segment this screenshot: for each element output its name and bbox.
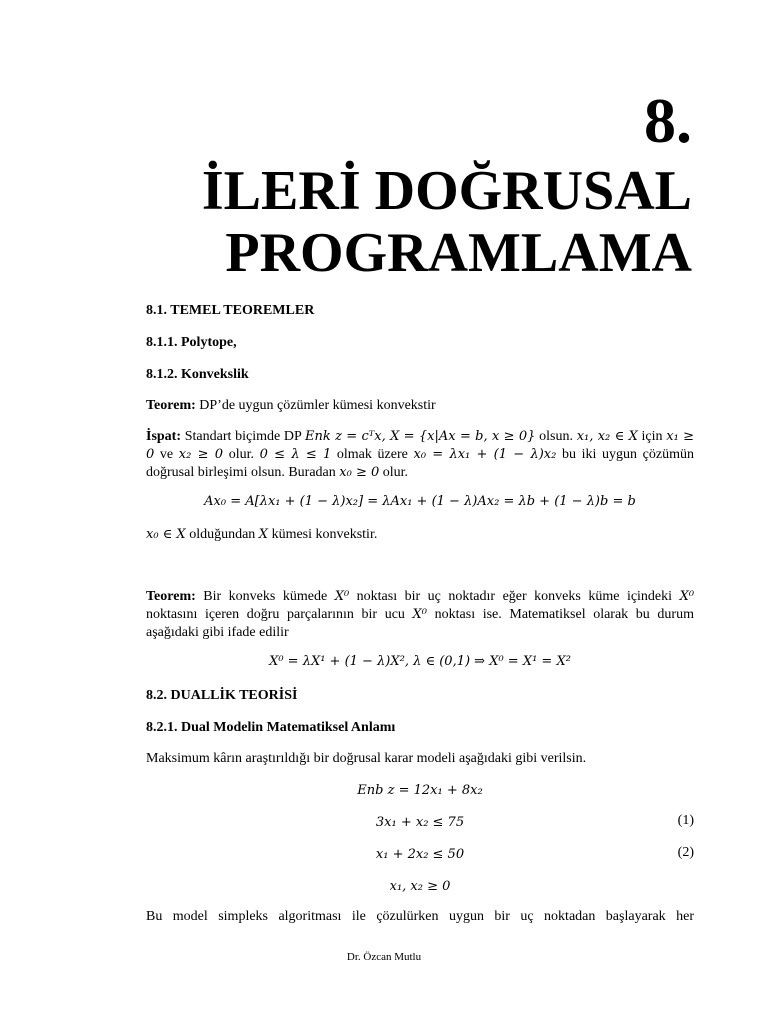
proof-paragraph <box>146 428 694 482</box>
proof-math: Enk z = cᵀx, X = {x|Ax = b, x ≥ 0} <box>305 429 536 444</box>
proof-text: olur. <box>382 465 409 480</box>
theorem-2-equation <box>146 654 694 670</box>
proof-conclusion <box>146 526 694 544</box>
proof-text: olmak üzere <box>336 447 408 462</box>
theorem-2 <box>146 588 694 642</box>
conclusion-math: x₀ ∈ X <box>146 527 186 542</box>
theorem-2-text: noktası bir uç noktadır eğer konveks küme içindeki <box>356 589 673 604</box>
section-heading-8-2: 8.2. DUALLİK TEORİSİ <box>146 688 298 703</box>
theorem-1 <box>146 397 694 415</box>
section-heading-8-2-1: 8.2.1. Dual Modelin Matematiksel Anlamı <box>146 720 396 735</box>
section-heading-8-1: 8.1. TEMEL TEOREMLER <box>146 303 315 318</box>
nonnegativity-constraint: x₁, x₂ ≥ 0 <box>389 879 451 894</box>
objective-function: Enb z = 12x₁ + 8x₂ <box>357 783 483 798</box>
proof-equation <box>146 494 694 510</box>
chapter-title-line-1: İLERİ DOĞRUSAL <box>201 160 692 222</box>
theorem-2-math: X⁰ <box>412 607 428 622</box>
dual-outro: Bu model simpleks algoritması ile çözulürken uygun bir uç noktadan başlayarak her <box>146 909 694 924</box>
theorem-1-text: DP’de uygun çözümler kümesi konvekstir <box>199 398 436 413</box>
constraint-2-row <box>146 845 694 865</box>
section-heading-8-1-1: 8.1.1. Polytope, <box>146 335 237 350</box>
conclusion-text: kümesi konvekstir. <box>271 527 378 542</box>
nonnegativity-row <box>146 877 694 897</box>
theorem-2-text: Bir konveks kümede <box>203 589 328 604</box>
objective-row <box>146 781 694 801</box>
proof-math: x₀ ≥ 0 <box>339 465 380 480</box>
theorem-2-math: X⁰ <box>679 589 695 604</box>
proof-text: olsun. <box>539 429 573 444</box>
dual-intro: Maksimum kârın araştırıldığı bir doğrusal karar modeli aşağıdaki gibi verilsin. <box>146 751 587 766</box>
chapter-title-line-2: PROGRAMLAMA <box>225 222 692 284</box>
equation-text: X⁰ = λX¹ + (1 − λ)X², λ ∈ (0,1) ⇒ X⁰ = X¹ = X² <box>269 654 571 669</box>
constraint-1-number: (1) <box>677 813 694 828</box>
chapter-number: 8. <box>644 85 692 156</box>
theorem-2-label: Teorem: <box>146 589 196 604</box>
proof-math: 0 ≤ λ ≤ 1 <box>259 447 332 462</box>
proof-math: x₀ = λx₁ + (1 − λ)x₂ <box>413 447 557 462</box>
proof-math: x₂ ≥ 0 <box>178 447 224 462</box>
theorem-2-text: noktasını içeren doğru parçalarının bir ucu <box>146 607 405 622</box>
proof-text: bu iki uygun çözümün doğrusal birleşimi olsun. Buradan <box>146 447 694 480</box>
proof-math: x₁ ≥ 0 <box>146 429 695 462</box>
proof-text: olur. <box>228 447 254 462</box>
constraint-2: x₁ + 2x₂ ≤ 50 <box>375 847 465 862</box>
proof-math: x₁, x₂ ∈ X <box>576 429 638 444</box>
page-footer: Dr. Özcan Mutlu <box>346 951 422 963</box>
proof-text: ve <box>159 447 174 462</box>
conclusion-text: olduğundan <box>189 527 256 542</box>
conclusion-math: X <box>258 527 269 542</box>
proof-label: İspat: <box>146 429 182 444</box>
constraint-2-number: (2) <box>677 845 694 860</box>
section-heading-8-1-2: 8.1.2. Konvekslik <box>146 367 249 382</box>
constraint-1: 3x₁ + x₂ ≤ 75 <box>375 815 465 830</box>
proof-text: için <box>641 429 663 444</box>
chapter-title <box>92 160 692 284</box>
theorem-1-label: Teorem: <box>146 398 196 413</box>
proof-text: Standart biçimde DP <box>184 429 302 444</box>
equation-text: Ax₀ = A[λx₁ + (1 − λ)x₂] = λAx₁ + (1 − λ)Ax₂ = λb + (1 − λ)b = b <box>204 494 636 509</box>
theorem-2-math: X⁰ <box>334 589 350 604</box>
theorem-2-text: noktası ise. Matematiksel olarak bu durum aşağıdaki gibi ifade edilir <box>146 607 694 640</box>
constraint-1-row <box>146 813 694 833</box>
